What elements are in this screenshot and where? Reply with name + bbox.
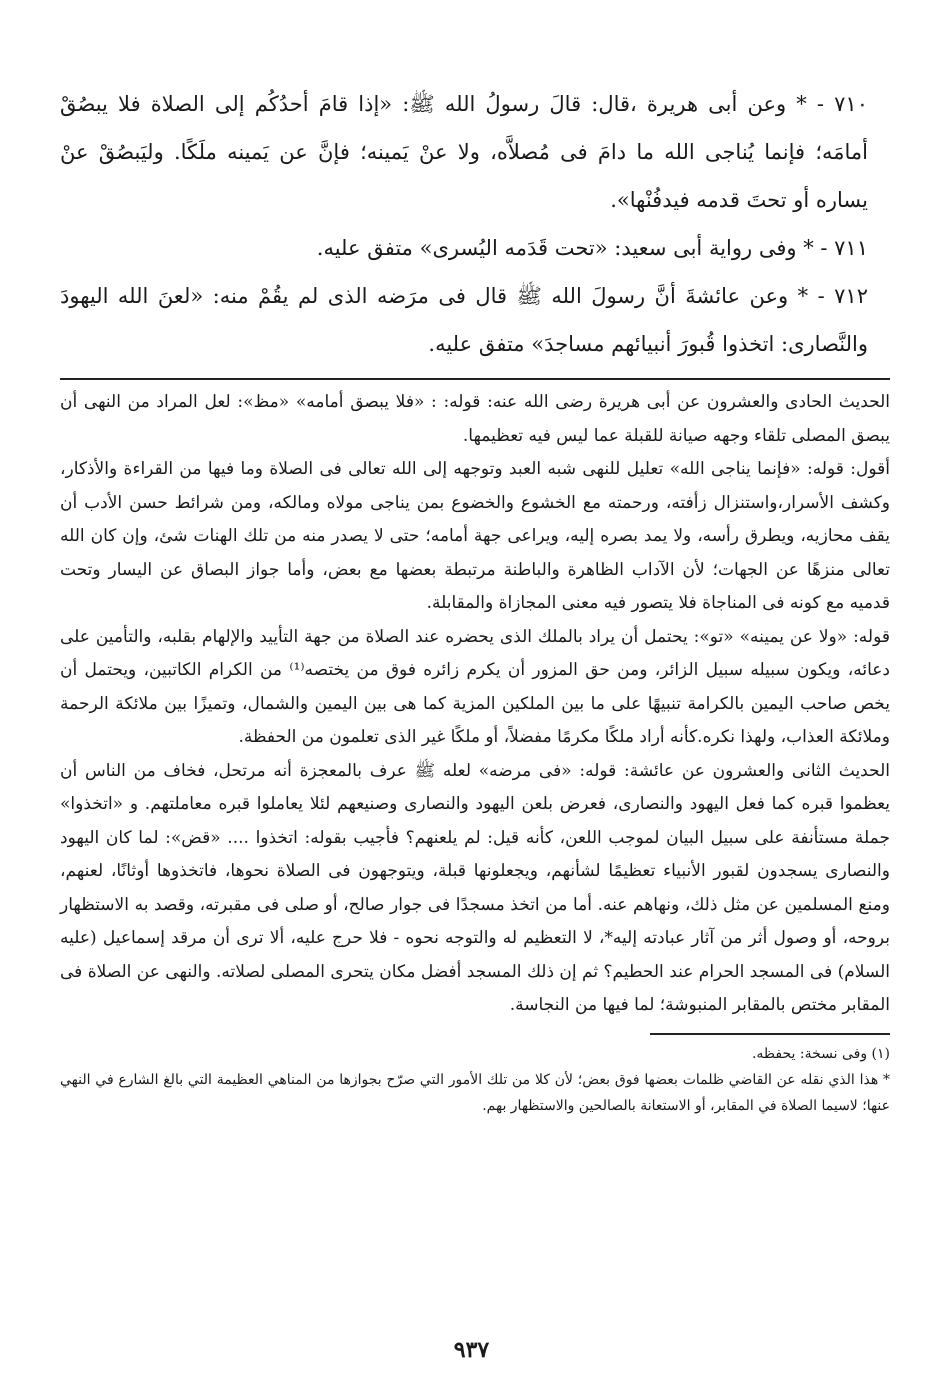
commentary-paragraph: أقول: قوله: «فإنما يناجى الله» تعليل للنهى شبه العبد وتوجهه إلى الله تعالى فى الصلاة وما فيها من القراءة والأذكار، وكشف الأسرار،واستنزال زأفته، ورحمته مع الخشوع والخضوع بمن يناجى مولاه ومالكه، ومن شرائط حسن الأدب أن يقف محازيه، ويطرق رأسه، ولا يمد بصره إليه، ويراعى جهة أمامه؛ حتى لا يصدر منه من تلك الهنات شئ، وإن كان الله تعالى منزهًا عن الجهات؛ لأن الآداب الظاهرة والباطنة مرتبطة بعضها مع بعض، وأما جواز البصاق عن اليسار وتحت قدميه مع كونه فى المناجاة فلا يتصور فيه معنى المجازاة والمقابلة. [60,459,890,613]
footnote-1: (١) وفى نسخة: يحفظه. [751,1045,890,1062]
commentary-paragraph: قوله: «ولا عن يمينه» «تو»: يحتمل أن يراد بالملك الذى يحضره عند الصلاة من جهة التأييد والإلهام بقلبه، والتأمين على دعائه، ويكون سبيله سبيل الزائر، ومن حق المزور أن يكرم زائره فوق من يختصه⁽¹⁾ من الكرام الكاتبين، ويحتمل أن يخص صاحب اليمين بالكرامة تنبيهًا على ما بين الملكين المزية كما هى بين اليمين والشمال، وتميزًا بين ملائكة الرحمة وملائكة العذاب، ولهذا نكره.كأنه أراد ملكًا مكرمًا مفضلاً، أو ملكًا غير الذى تعلمون من الحفظة. [60,626,891,747]
section-divider [60,378,890,380]
footnote-star: * هذا الذي نقله عن القاضي ظلمات بعضها فوق بعض؛ لأن كلا من تلك الأمور التي صرّح بجوازها من المناهي العظيمة التي بالغ الشارع في النهي عنها؛ لاسيما الصلاة في المقابر، أو الاستعانة بالصالحين والاستظهار بهم. [60,1071,890,1114]
footnote-divider [650,1033,890,1035]
hadith-710: ٧١٠ - * وعن أبى هريرة ،قال: قالَ رسولُ الله ﷺ: «إذا قامَ أحدُكُم إلى الصلاة فلا يبصُقْ أمامَه؛ فإنما يُناجى الله ما دامَ فى مُصلاَّه، ولا عنْ يَمينه؛ فإنَّ عن يَمينه ملَكًا. وليَبصُقْ عنْ يساره أو تحتَ قدمه فيدفُنْها». [60,92,868,212]
footnotes-section [60,1041,890,1119]
commentary-paragraph: الحديث الحادى والعشرون عن أبى هريرة رضى الله عنه: قوله: : «فلا يبصق أمامه» «مظ»: لعل المراد من النهى أن يبصق المصلى تلقاء وجهه صيانة للقبلة عما ليس فيه تعظيمها. [60,392,890,446]
hadith-section [60,80,890,368]
commentary-paragraph: الحديث الثانى والعشرون عن عائشة: قوله: «فى مرضه» لعله ﷺ عرف بالمعجزة أنه مرتحل، فخاف من الناس أن يعظموا قبره كما فعل اليهود والنصارى، فعرض بلعن اليهود والنصارى وصنيعهم لئلا يعاملوا قبره معاملتهم. و «اتخذوا» جملة مستأنفة على سبيل البيان لموجب اللعن، كأنه قيل: لم يلعنهم؟ فأجيب بقوله: اتخذوا .... «قض»: لما كان اليهود والنصارى يسجدون لقبور الأنبياء تعظيمًا لشأنهم، ويجعلونها قبلة، ويتوجهون فى الصلاة نحوها، فاتخذوها أوثانًا، لعنهم، ومنع المسلمين عن مثل ذلك، ونهاهم عنه. أما من اتخذ مسجدًا فى جوار صالح، أو صلى فى مقبرته، وقصد به الاستظهار بروحه، أو وصول أثر من آثار عبادته إليه*، لا التعظيم له والتوجه نحوه - فلا حرج عليه، ألا ترى أن مرقد إسماعيل (عليه السلام) فى المسجد الحرام عند الحطيم؟ ثم إن ذلك المسجد أفضل مكان يتحرى المصلى لصلاته. والنهى عن الصلاة فى المقابر مختص بالمقابر المنبوشة؛ لما فيها من النجاسة. [60,760,890,1015]
hadith-712: ٧١٢ - * وعن عائشةَ أنَّ رسولَ الله ﷺ قال فى مرَضه الذى لم يقُمْ منه: «لعنَ الله اليهودَ والنَّصارى: اتخذوا قُبورَ أنبيائهم مساجدَ» متفق عليه. [60,284,868,356]
commentary-section [60,386,890,1023]
hadith-711: ٧١١ - * وفى رواية أبى سعيد: «تحت قَدَمه اليُسرى» متفق عليه. [316,236,868,260]
page [60,80,890,1370]
page-number: ٩٣٧ [453,1337,490,1363]
